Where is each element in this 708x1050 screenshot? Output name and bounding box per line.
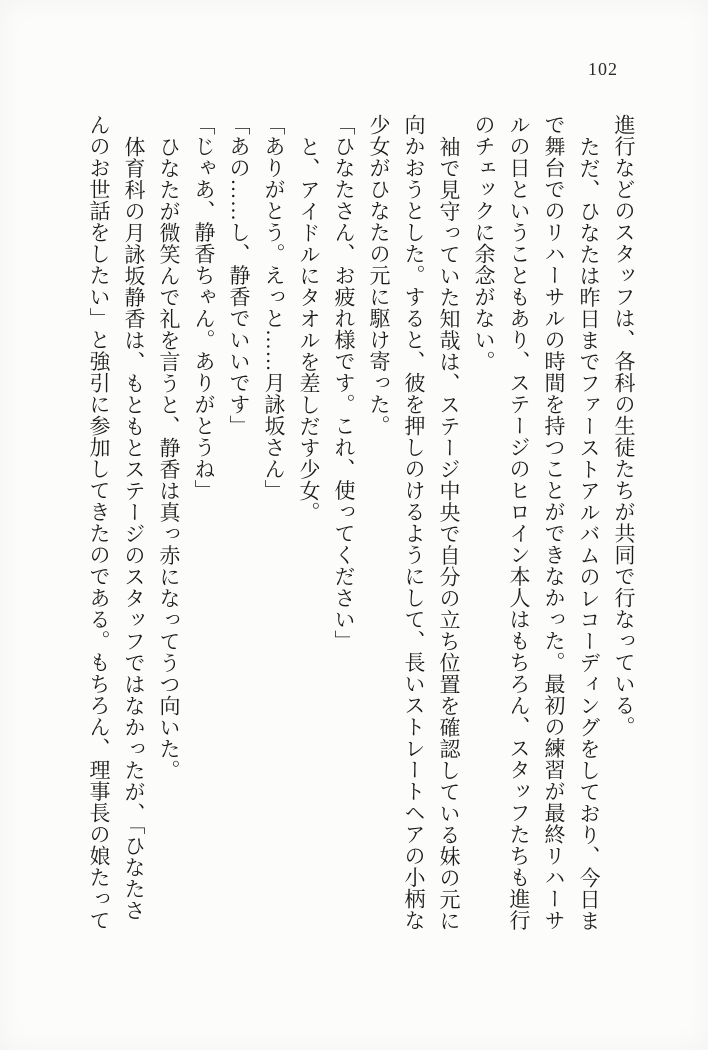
text-line: と、アイドルにタオルを差しだす少女。 bbox=[297, 135, 321, 523]
text-line: 「じゃあ、静香ちゃん。ありがとうね」 bbox=[192, 114, 216, 501]
text-line: 進行などのスタッフは、各科の生徒たちが共同で行なっている。 bbox=[612, 114, 636, 738]
page-number: 102 bbox=[588, 59, 618, 79]
text-line: のチェックに余念がない。 bbox=[472, 114, 496, 372]
text-line: ただ、ひなたは昨日までファーストアルバムのレコーディングをしており、今日ま bbox=[577, 135, 601, 931]
text-line: 「ありがとう。えっと……月詠坂さん」 bbox=[262, 114, 286, 501]
text-line: 体育科の月詠坂静香は、もともとステージのスタッフではなかったが、「ひなたさ bbox=[122, 135, 146, 921]
text-line: 袖で見守っていた知哉は、ステージ中央で自分の立ち位置を確認している妹の元に bbox=[437, 135, 461, 931]
text-line: で舞台でのリハーサルの時間を持つことができなかった。最初の練習が最終リハーサ bbox=[542, 114, 566, 931]
text-line: 向かおうとした。すると、彼を押しのけるようにして、長いストレートヘアの小柄な bbox=[402, 114, 426, 931]
vertical-text-block bbox=[81, 114, 641, 954]
text-line: 少女がひなたの元に駆け寄った。 bbox=[367, 114, 391, 437]
text-line: 「あの……し、静香でいいです」 bbox=[227, 114, 251, 437]
text-line: んのお世話をしたい」と強引に参加してきたのである。もちろん、理事長の娘たって bbox=[87, 114, 111, 931]
text-line: ひなたが微笑んで礼を言うと、静香は真っ赤になってうつ向いた。 bbox=[157, 135, 181, 781]
text-line: ルの日ということもあり、ステージのヒロイン本人はもちろん、スタッフたちも進行 bbox=[507, 114, 531, 931]
text-line: 「ひなたさん、お疲れ様です。これ、使ってください」 bbox=[332, 114, 356, 652]
